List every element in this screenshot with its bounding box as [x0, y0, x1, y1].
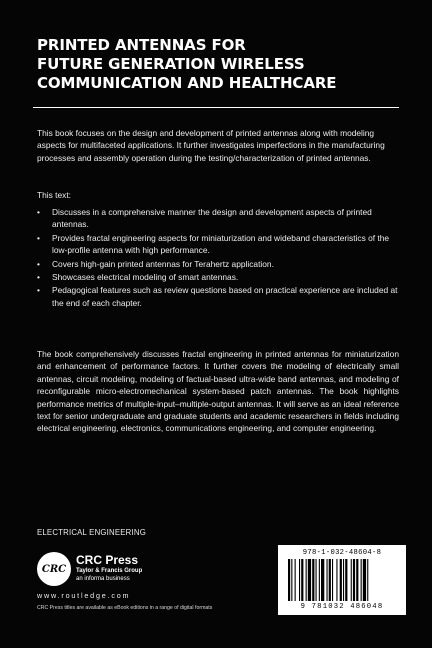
feature-list: [37, 206, 399, 310]
list-item-text: Pedagogical features such as review questions based on practical experience are included at the end of each chapter.: [52, 285, 398, 308]
intro-paragraph: This book focuses on the design and development of printed antennas along with modeling aspects for multifaceted applications. It further investigates imperfections in the manufacturing processes and assembly operation during the testing/characterization of printed antennas.: [37, 128, 385, 163]
bullet-icon: •: [37, 285, 40, 296]
ebook-footnote: CRC Press titles are available as eBook editions in a range of digital formats: [37, 605, 213, 611]
barcode: [278, 545, 406, 615]
list-item: [37, 206, 399, 231]
list-item-text: Showcases electrical modeling of smart antennas.: [52, 272, 239, 283]
isbn-label: 978-1-032-48604-8: [302, 549, 382, 557]
logo-text: CRC: [41, 563, 67, 575]
publisher-block: [76, 554, 142, 583]
list-item: [37, 271, 399, 283]
closing-paragraph: The book comprehensively discusses fractal engineering in printed antennas for miniaturization and enhancement of performance factors. It further covers the modeling of electrically small antennas, circuit modeling, modeling of factual-based ultra-wide band antennas, and modeling of reconfigurable micro-electromechanical system-based patch antennas. The book highlights performance metrics of multiple-input–multiple-output antennas. It will serve as an ideal reference text for senior undergraduate and graduate students and academic researchers in fields including electrical engineering, electronics, communications engineering, and computer engineering.: [37, 349, 399, 434]
list-item: [37, 258, 399, 270]
title-divider: [33, 107, 399, 108]
bullet-icon: •: [37, 232, 40, 243]
bullet-icon: •: [37, 272, 40, 283]
bullets-lead: This text:: [37, 190, 71, 200]
publisher-name: CRC Press: [76, 553, 139, 567]
list-item-text: Provides fractal engineering aspects for miniaturization and wideband characteristics of the low-profile antenna with high performance.: [52, 232, 390, 256]
publisher-url[interactable]: www.routledge.com: [37, 591, 131, 600]
list-item-text: Discusses in a comprehensive manner the design and development aspects of printed antennas.: [52, 207, 372, 230]
subject-category: ELECTRICAL ENGINEERING: [37, 528, 146, 537]
title-line: PRINTED ANTENNAS FOR: [37, 36, 246, 54]
publisher-group: Taylor & Francis Group: [76, 568, 143, 574]
bullet-icon: •: [37, 258, 40, 269]
book-title: [37, 36, 407, 93]
title-line: COMMUNICATION AND HEALTHCARE: [37, 74, 337, 92]
list-item: [37, 232, 399, 257]
publisher-business: an informa business: [76, 576, 130, 582]
barcode-bars-icon: [286, 559, 398, 603]
title-line: FUTURE GENERATION WIRELESS: [37, 55, 305, 73]
bullet-icon: •: [37, 207, 40, 217]
crc-logo-icon: [37, 552, 71, 586]
barcode-digits: 9 781032 486048: [300, 603, 384, 611]
list-item-text: Covers high-gain printed antennas for Terahertz application.: [52, 258, 274, 269]
list-item: [37, 284, 399, 309]
